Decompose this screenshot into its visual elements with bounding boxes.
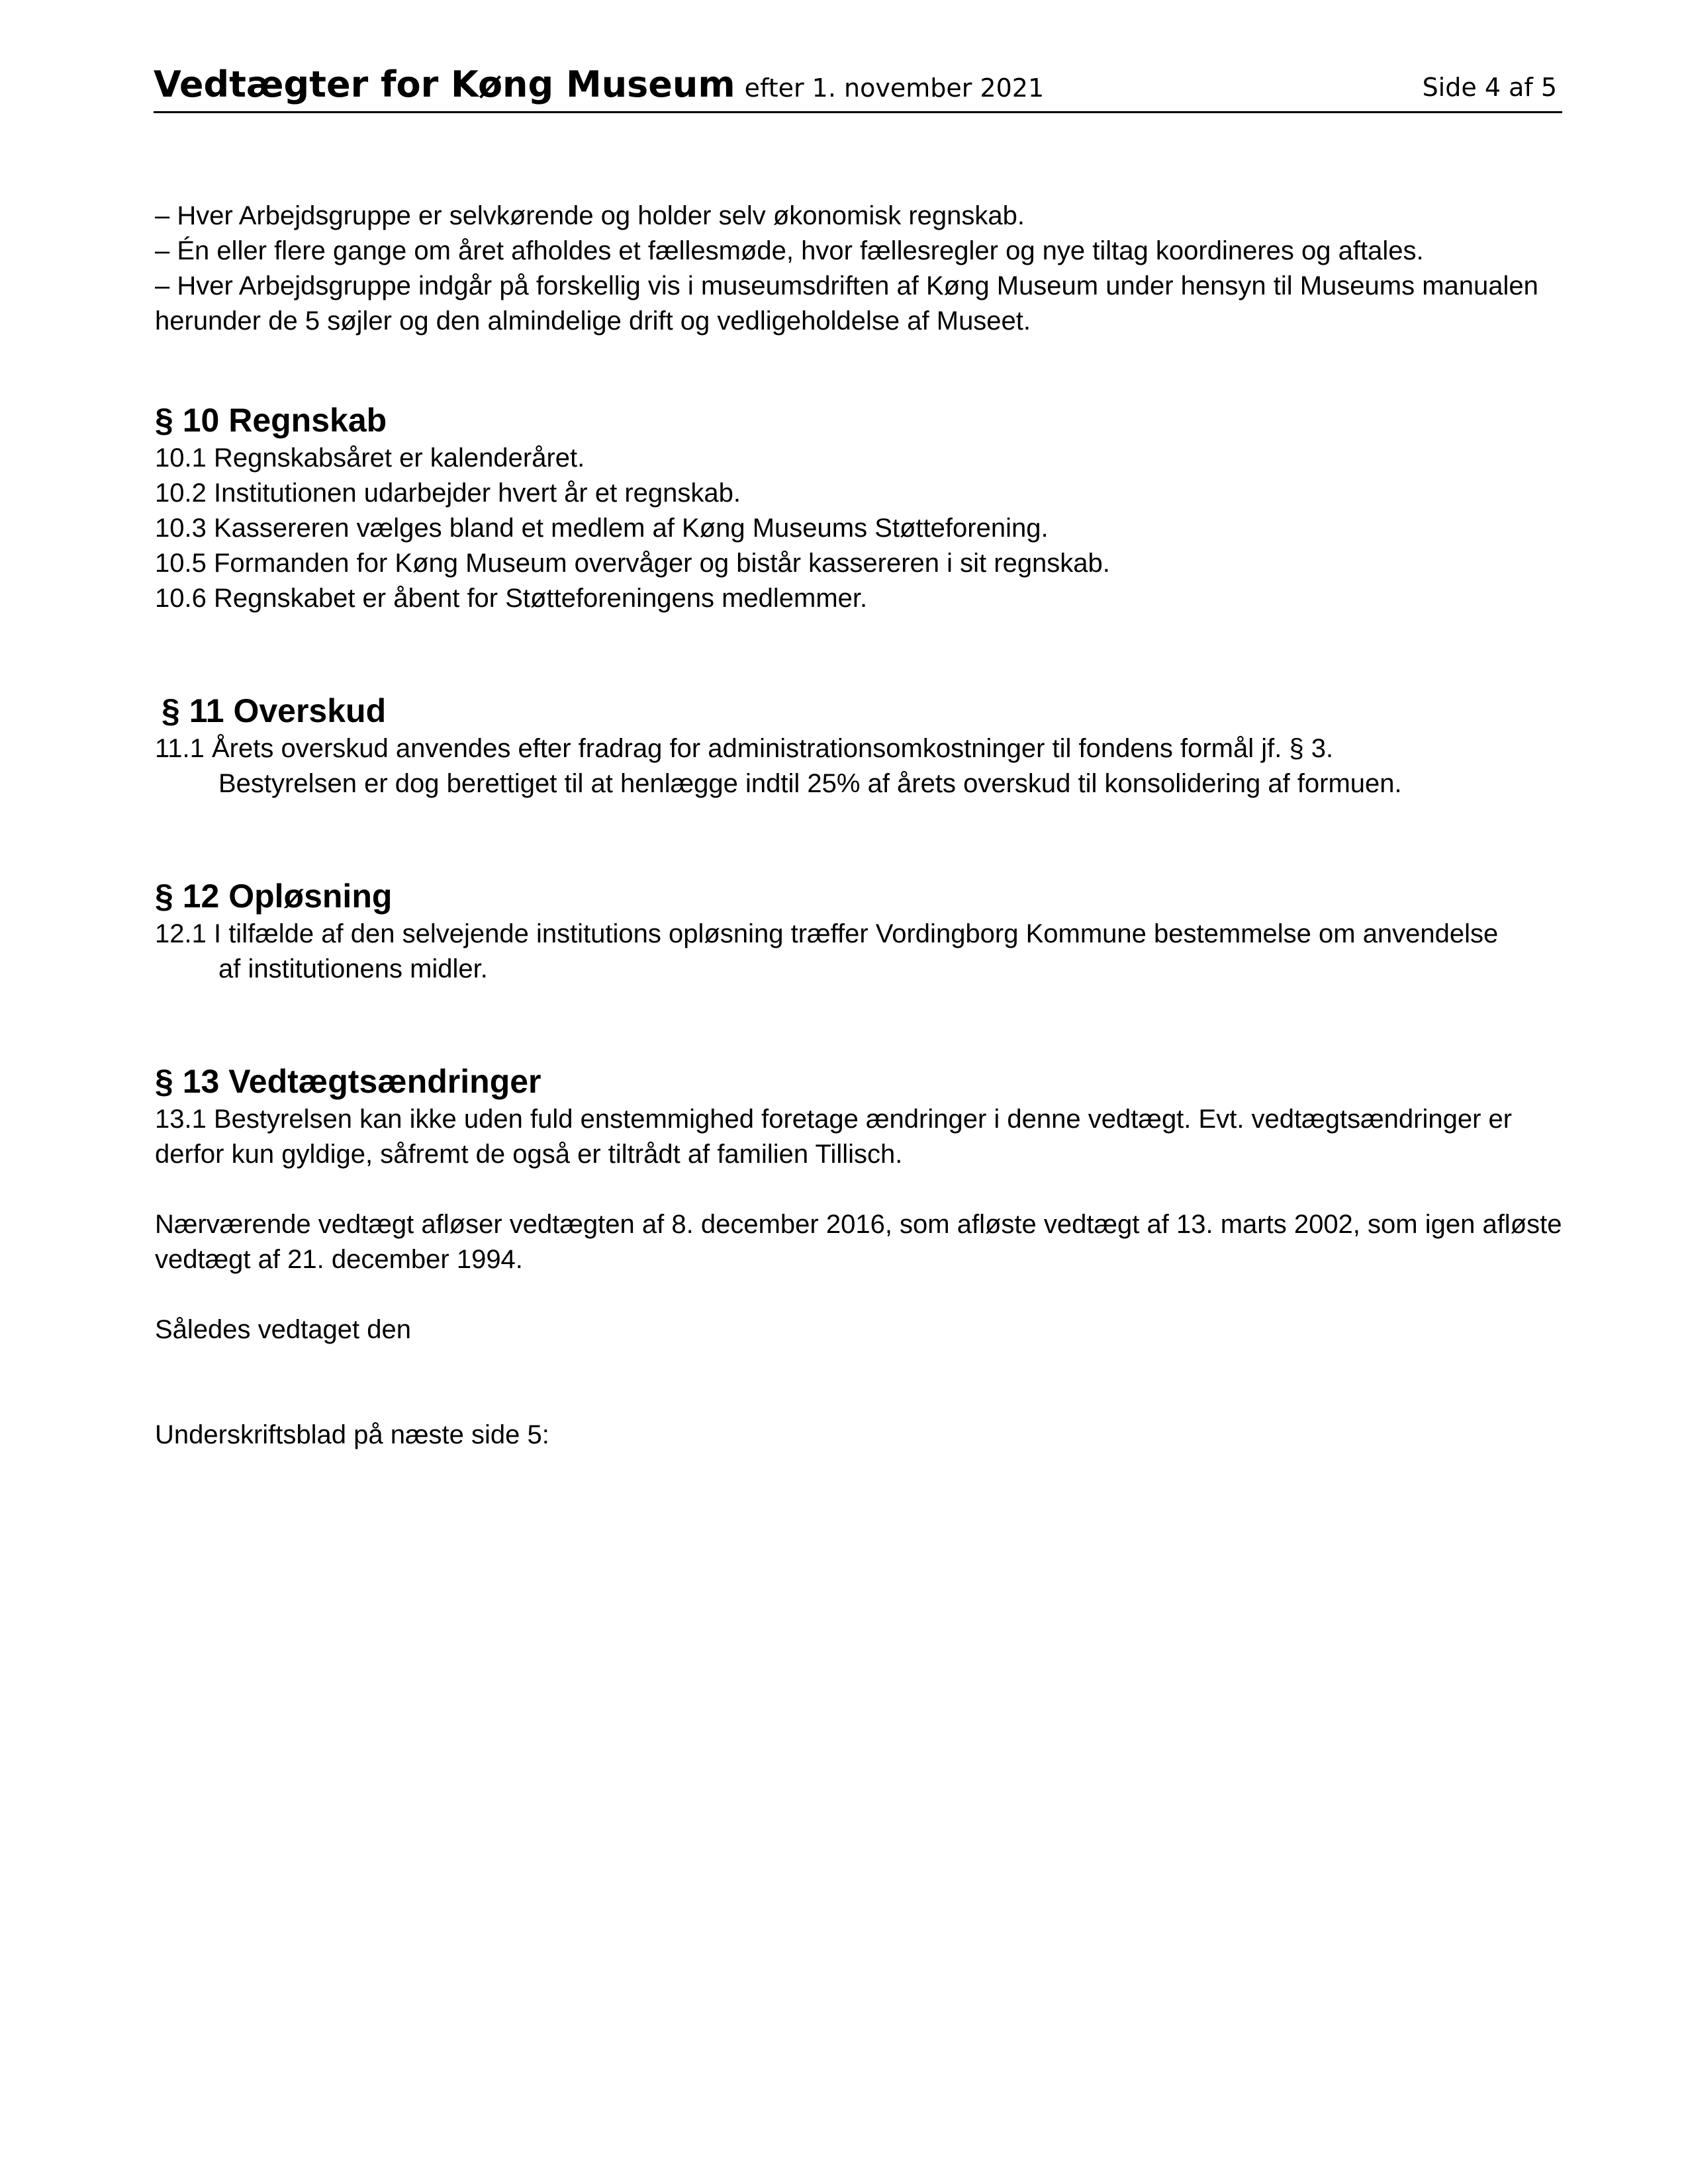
document-title-line (154, 64, 1044, 105)
section-heading: § 11 Overskud (162, 692, 387, 729)
section-11-body (155, 731, 1565, 801)
section-item: 10.5 Formanden for Køng Museum overvåger og bistår kassereren i sit regnskab. (155, 549, 1110, 578)
adopted-statement: Således vedtaget den (155, 1315, 411, 1344)
section-13 (155, 1061, 1565, 1172)
document-title: Vedtægter for Køng Museum (154, 64, 735, 105)
document-date: efter 1. november 2021 (744, 73, 1045, 103)
intro-line: – Hver Arbejdsgruppe indgår på forskellig vis i museumsdriften af Køng Museum under hensyn til Museums manualen herunder de 5 søjler og den almindelige drift og vedligeholdelse af Museet. (155, 271, 1538, 336)
intro-line: – Én eller flere gange om året afholdes et fællesmøde, hvor fællesregler og nye tiltag koordineres og aftales. (155, 236, 1424, 265)
section-10 (155, 400, 1565, 616)
section-item: 10.1 Regnskabsåret er kalenderåret. (155, 443, 585, 473)
section-item: 10.2 Institutionen udarbejder hvert år et regnskab. (155, 478, 741, 508)
section-item: 10.3 Kassereren vælges bland et medlem af Køng Museums Støtteforening. (155, 514, 1049, 543)
document-body (155, 199, 1565, 1453)
section-heading: § 12 Opløsning (155, 878, 393, 915)
intro-block (155, 199, 1565, 339)
section-item: 11.1 Årets overskud anvendes efter fradrag for administrationsomkostninger til fondens formål jf. § 3. (155, 734, 1334, 763)
section-item: 13.1 Bestyrelsen kan ikke uden fuld enstemmighed foretage ændringer i denne vedtægt. Evt. vedtægtsændringer er derfor kun gyldige, såfremt de også er tiltrådt af familien Tillisch. (155, 1105, 1513, 1169)
section-heading: § 13 Vedtægtsændringer (155, 1063, 541, 1100)
replaces-statement: Nærværende vedtægt afløser vedtægten af 8. december 2016, som afløste vedtægt af 13. marts 2002, som igen afløste vedtægt af 21. december 1994. (155, 1210, 1562, 1274)
section-heading: § 10 Regnskab (155, 402, 387, 439)
page-header (154, 64, 1562, 113)
intro-line: – Hver Arbejdsgruppe er selvkørende og holder selv økonomisk regnskab. (155, 201, 1025, 230)
signature-note: Underskriftsblad på næste side 5: (155, 1420, 549, 1449)
section-12 (155, 876, 1565, 987)
section-item: 12.1 I tilfælde af den selvejende institutions opløsning træffer Vordingborg Kommune bestemmelse om anvendelse (155, 919, 1499, 948)
section-11 (155, 690, 1565, 731)
section-item: 10.6 Regnskabet er åbent for Støtteforeningens medlemmer. (155, 584, 868, 613)
section-item-continuation: af institutionens midler. (218, 954, 488, 983)
section-item-continuation: Bestyrelsen er dog berettiget til at henlægge indtil 25% af årets overskud til konsolidering af formuen. (218, 769, 1402, 798)
page-number: Side 4 af 5 (1422, 73, 1557, 102)
